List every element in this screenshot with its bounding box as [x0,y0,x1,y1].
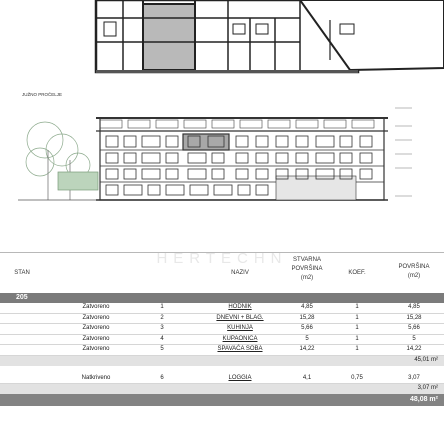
cell-type: Zatvoreno [82,304,110,310]
table-row [0,345,444,356]
floor-plan [96,0,444,73]
spacer [0,366,444,374]
cell-room-name: HODNIK [228,304,252,310]
cell-number: 5 [160,346,164,353]
cell-actual-area: 5 [305,335,309,342]
table-row [0,314,444,325]
subtotal-covered [0,384,444,394]
cell-area: 5,66 [408,325,420,332]
grand-total-bar [0,394,444,406]
cell-room-name: LOGGIA [228,374,252,381]
table-row [0,324,444,335]
subtotal-closed [0,356,444,366]
cell-number: 4 [160,335,164,342]
cell-area: 3,07 [408,374,420,381]
cell-coefficient: 1 [355,304,359,310]
cell-actual-area: 4,1 [302,374,312,381]
header-povrsina [386,263,442,281]
header-povrsina-line-1: POVRŠINA [398,264,430,270]
cell-number: 1 [160,304,164,310]
cell-room-name: SPAVAĆA SOBA [217,346,263,353]
area-table [0,252,444,406]
table-header [0,252,444,293]
watermark: HERTECHN [156,250,288,267]
cell-area: 15,28 [406,314,422,321]
header-stvarna-line-3: (m2) [300,275,314,281]
cell-type: Zatvoreno [82,314,110,321]
cell-room-name: DNEVNI + BLAG. [216,314,264,321]
section-title: JUŽNO PROČELJE [22,92,63,97]
grand-total-value: 48,08 m² [409,395,438,403]
cell-actual-area: 14,22 [299,346,315,353]
cell-number: 2 [160,314,164,321]
subtotal-closed-value: 45,01 m² [414,356,438,363]
header-stvarna-line-2: POVRŠINA [291,266,323,272]
cell-area: 14,22 [406,346,422,353]
cell-coefficient: 1 [355,314,359,321]
level-marks [395,108,412,196]
table-row [0,303,444,314]
cell-room-name: KUHINJA [227,325,253,332]
cell-type: Zatvoreno [82,346,110,353]
unit-number-bar: 205 [0,293,444,303]
table-row [0,374,444,385]
header-povrsina-line-2: (m2) [407,273,421,279]
subtotal-covered-value: 3,07 m² [417,385,438,392]
cell-coefficient: 0,75 [351,374,363,381]
header-naziv: NAZIV [231,270,249,276]
cell-actual-area: 5,66 [301,325,313,332]
header-stvarna [283,256,331,283]
header-stan: STAN [14,270,30,276]
cell-number: 6 [160,374,164,381]
cell-area: 5 [412,335,416,342]
header-stvarna-line-1: STVARNA [293,257,321,263]
cell-coefficient: 1 [355,346,359,353]
cell-type: Zatvoreno [82,325,110,332]
cell-coefficient: 1 [355,335,359,342]
table-row [0,335,444,346]
cell-coefficient: 1 [355,325,359,332]
cell-actual-area: 15,28 [299,314,315,321]
building-elevation [96,118,388,200]
header-koef: KOEF. [348,270,366,276]
cell-actual-area: 4,85 [301,304,313,310]
cell-type: Zatvoreno [82,335,110,342]
cell-type: Natkriveno [81,374,111,381]
cell-number: 3 [160,325,164,332]
cell-area: 4,85 [408,304,420,310]
trees-illustration [18,122,100,200]
cell-room-name: KUPAONICA [222,335,258,342]
